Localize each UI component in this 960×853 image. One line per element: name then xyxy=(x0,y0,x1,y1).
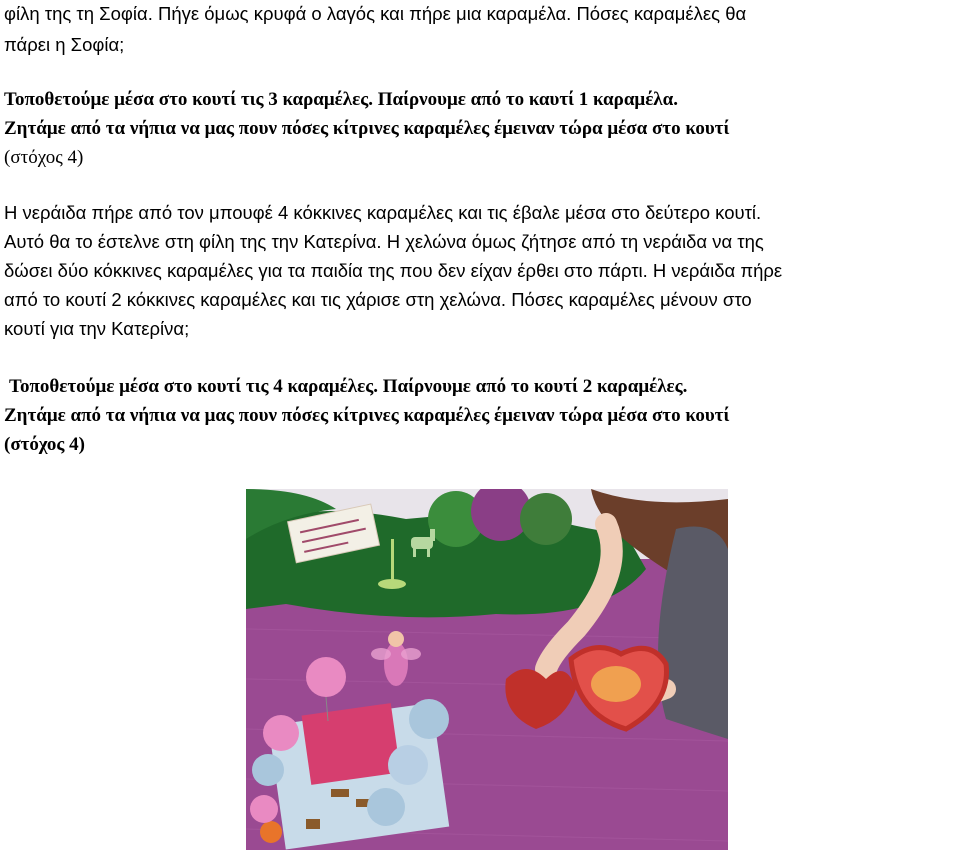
inst2-line3: (στόχος 4) xyxy=(4,434,86,455)
inst1-line1: Τοποθετούμε μέσα στο κουτί τις 3 καραμέλες. Παίρνουμε από το καυτί 1 καραμέλα. xyxy=(4,89,678,110)
para2-line2: Αυτό θα το έστελνε στη φίλη της την Κατερίνα. Η χελώνα όμως ζήτησε από τη νεράιδα να της xyxy=(4,231,764,252)
photo-illustration xyxy=(246,489,728,850)
inst2-line2: Ζητάμε από τα νήπια να μας πουν πόσες κίτρινες καραμέλες έμειναν τώρα μέσα στο κουτί xyxy=(4,405,730,426)
party-table xyxy=(302,703,401,785)
classroom-photo xyxy=(246,489,728,850)
para2-line1: Η νεράιδα πήρε από τον μπουφέ 4 κόκκινες καραμέλες και τις έβαλε μέσα στο δεύτερο κουτί. xyxy=(4,202,762,223)
para2-line4: από το κουτί 2 κόκκινες καραμέλες και τις χάρισε στη χελώνα. Πόσες καραμέλες μένουν στο xyxy=(4,289,752,310)
inst1-line3: (στόχος 4) xyxy=(4,147,84,168)
para2-line5: κουτί για την Κατερίνα; xyxy=(4,318,190,339)
para1-line2: πάρει η Σοφία; xyxy=(4,34,125,55)
inst2-line1: Τοποθετούμε μέσα στο κουτί τις 4 καραμέλες. Παίρνουμε από το κουτί 2 καραμέλες. xyxy=(9,376,688,397)
para1-line1: φίλη της τη Σοφία. Πήγε όμως κρυφά ο λαγός και πήρε μια καραμέλα. Πόσες καραμέλες θα xyxy=(4,3,747,24)
inst1-line2: Ζητάμε από τα νήπια να μας πουν πόσες κίτρινες καραμέλες έμειναν τώρα μέσα στο κουτί xyxy=(4,118,730,139)
para2-line3: δώσει δύο κόκκινες καραμέλες για τα παιδία της που δεν είχαν έρθει στο πάρτι. Η νεράιδα πήρε xyxy=(4,260,783,281)
